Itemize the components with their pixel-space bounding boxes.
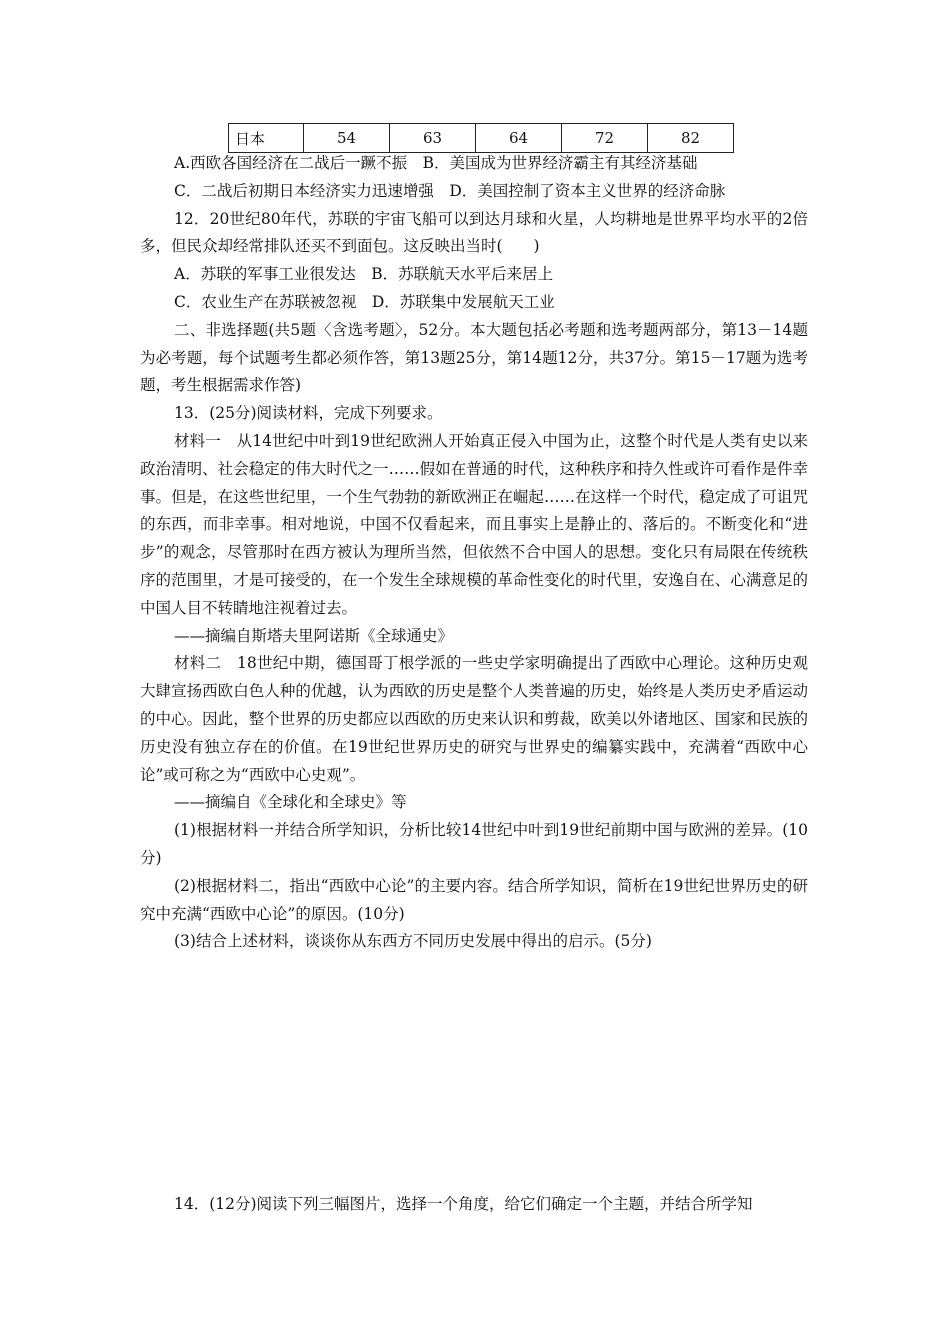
table-cell: 64 xyxy=(476,124,562,153)
section-2-heading: 二、非选择题(共5题〈含选考题〉，52分。本大题包括必考题和选考题两部分，第13－14题为必考题，每个试题考生都必须作答，第13题25分，第14题12分，共37分。第15－17题为选考题，考生根据需求作答) xyxy=(140,320,808,395)
table-cell: 72 xyxy=(562,124,648,153)
q11-options-ab: A.西欧各国经济在二战后一蹶不振 B．美国成为世界经济霸主有其经济基础 xyxy=(174,154,698,172)
q12-options-ab: A．苏联的军事工业很发达 B．苏联航天水平后来居上 xyxy=(174,265,554,284)
q13-stem: 13．(25分)阅读材料，完成下列要求。 xyxy=(174,404,443,423)
q14-stem: 14．(12分)阅读下列三幅图片，选择一个角度，给它们确定一个主题，并结合所学知 xyxy=(174,1195,753,1213)
q12-stem: 12．20世纪80年代，苏联的宇宙飞船可以到达月球和火星，人均耕地是世界平均水平的2倍多，但民众却经常排队还买不到面包。这反映出当时( ) xyxy=(140,209,808,256)
q13-subquestion-3: (3)结合上述材料，谈谈你从东西方不同历史发展中得出的启示。(5分) xyxy=(174,932,652,951)
q13-source-2: ——摘编自《全球化和全球史》等 xyxy=(174,793,407,812)
q13-subquestion-1: (1)根据材料一并结合所学知识，分析比较14世纪中叶到19世纪前期中国与欧洲的差异。(10分) xyxy=(140,821,808,867)
exam-content xyxy=(140,150,808,956)
gdp-table-fragment xyxy=(228,123,734,153)
table-cell: 63 xyxy=(390,124,476,153)
q11-options-cd: C．二战后初期日本经济实力迅速增强 D．美国控制了资本主义世界的经济命脉 xyxy=(174,181,726,200)
table-cell: 54 xyxy=(304,124,390,153)
q13-source-1: ——摘编自斯塔夫里阿诺斯《全球通史》 xyxy=(174,626,454,645)
table-cell-country: 日本 xyxy=(229,124,304,153)
q13-material-2: 材料二 18世纪中期，德国哥丁根学派的一些史学家明确提出了西欧中心理论。这种历史观大肆宣扬西欧白色人种的优越，认为西欧的历史是整个人类普遍的历史，始终是人类历史矛盾运动的中心。因此，整个世界的历史都应以西欧的历史来认识和剪裁，欧美以外诸地区、国家和民族的历史没有独立存在的价值。在19世纪世界历史的研究与世界史的编纂实践中，充满着“西欧中心论”或可称之为“西欧中心史观”。 xyxy=(140,654,808,784)
q13-material-1: 材料一 从14世纪中叶到19世纪欧洲人开始真正侵入中国为止，这整个时代是人类有史以来政治清明、社会稳定的伟大时代之一……假如在普通的时代，这种秩序和持久性或许可看作是件幸事。但是，在这些世纪里，一个生气勃勃的新欧洲正在崛起……在这样一个时代，稳定成了可诅咒的东西，而非幸事。相对地说，中国不仅看起来，而且事实上是静止的、落后的。不断变化和“进步”的观念，尽管那时在西方被认为理所当然，但依然不合中国人的思想。变化只有局限在传统秩序的范围里，才是可接受的，在一个发生全球规模的革命性变化的时代里，安逸自在、心满意足的中国人目不转睛地注视着过去。 xyxy=(140,431,808,617)
q13-subquestion-2: (2)根据材料二，指出“西欧中心论”的主要内容。结合所学知识，简析在19世纪世界历史的研究中充满“西欧中心论”的原因。(10分) xyxy=(140,876,808,923)
q12-options-cd: C．农业生产在苏联被忽视 D．苏联集中发展航天工业 xyxy=(174,292,555,311)
table-cell: 82 xyxy=(648,124,734,153)
table-row xyxy=(229,124,734,153)
